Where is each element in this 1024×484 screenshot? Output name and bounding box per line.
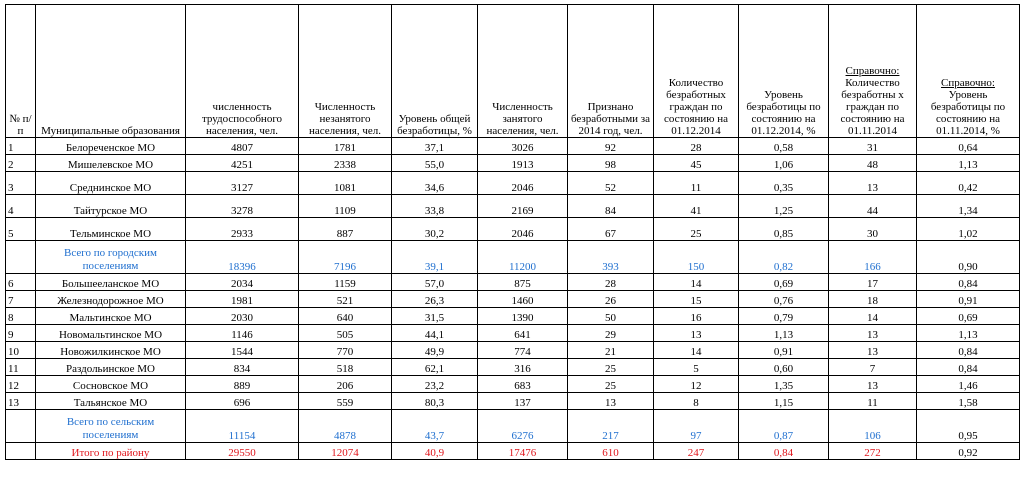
value-cell: 1390 [478,308,568,325]
value-cell: 875 [478,274,568,291]
value-cell: 14 [829,308,917,325]
municipality-name: Большееланское МО [36,274,186,291]
value-cell: 505 [299,325,392,342]
value-cell: 43,7 [392,410,478,443]
value-cell: 2046 [478,218,568,241]
value-cell: 8 [654,393,739,410]
value-cell: 247 [654,443,739,460]
value-cell: 1544 [186,342,299,359]
value-cell: 0,42 [917,172,1020,195]
value-cell: 26,3 [392,291,478,308]
value-cell: 13 [568,393,654,410]
value-cell: 1,13 [739,325,829,342]
value-cell: 17476 [478,443,568,460]
value-cell: 98 [568,155,654,172]
value-cell: 0,91 [917,291,1020,308]
reference-level-text: Уровень безработицы по состоянию на 01.11.2014, % [930,89,1006,137]
table-row [6,393,1020,410]
value-cell: 34,6 [392,172,478,195]
value-cell: 48 [829,155,917,172]
value-cell: 30,2 [392,218,478,241]
value-cell: 7 [829,359,917,376]
value-cell: 1,02 [917,218,1020,241]
row-index [6,443,36,460]
value-cell: 0,85 [739,218,829,241]
municipality-name: Железнодорожное МО [36,291,186,308]
value-cell: 28 [568,274,654,291]
value-cell: 2338 [299,155,392,172]
table-row [6,274,1020,291]
value-cell: 559 [299,393,392,410]
value-cell: 641 [478,325,568,342]
value-cell: 12074 [299,443,392,460]
value-cell: 39,1 [392,241,478,274]
value-cell: 31,5 [392,308,478,325]
value-cell: 0,84 [739,443,829,460]
value-cell: 683 [478,376,568,393]
row-index: 3 [6,172,36,195]
value-cell: 31 [829,138,917,155]
header-unemployed-population: Численность незанятого населения, чел. [299,5,392,138]
municipality-name: Тельминское МО [36,218,186,241]
value-cell: 45 [654,155,739,172]
row-index: 5 [6,218,36,241]
header-index: № п/п [6,5,36,138]
value-cell: 2933 [186,218,299,241]
value-cell: 12 [654,376,739,393]
municipality-name: Новожилкинское МО [36,342,186,359]
value-cell: 0,84 [917,359,1020,376]
urban-total-row [6,241,1020,274]
value-cell: 0,82 [739,241,829,274]
value-cell: 1,13 [917,155,1020,172]
value-cell: 11154 [186,410,299,443]
table-row [6,155,1020,172]
reference-label: Справочно: [845,65,900,77]
header-reference-count-nov [829,5,917,138]
value-cell: 80,3 [392,393,478,410]
value-cell: 0,35 [739,172,829,195]
table-row [6,359,1020,376]
header-working-age-population: численность трудоспособного населения, чел. [186,5,299,138]
value-cell: 0,69 [917,308,1020,325]
row-index: 8 [6,308,36,325]
value-cell: 11200 [478,241,568,274]
value-cell: 1460 [478,291,568,308]
value-cell: 0,60 [739,359,829,376]
table-row [6,342,1020,359]
value-cell: 1913 [478,155,568,172]
reference-count-text: Количество безработны х граждан по состоянию на 01.11.2014 [840,77,905,137]
row-index: 12 [6,376,36,393]
value-cell: 0,76 [739,291,829,308]
row-index: 11 [6,359,36,376]
value-cell: 3026 [478,138,568,155]
header-municipality: Муниципальные образования [36,5,186,138]
value-cell: 30 [829,218,917,241]
value-cell: 92 [568,138,654,155]
row-index: 9 [6,325,36,342]
municipality-name: Раздольинское МО [36,359,186,376]
value-cell: 44,1 [392,325,478,342]
table-row [6,218,1020,241]
value-cell: 18396 [186,241,299,274]
district-total-row [6,443,1020,460]
value-cell: 0,79 [739,308,829,325]
row-index: 7 [6,291,36,308]
value-cell: 50 [568,308,654,325]
value-cell: 49,9 [392,342,478,359]
municipality-name: Сосновское МО [36,376,186,393]
value-cell: 206 [299,376,392,393]
municipality-name: Среднинское МО [36,172,186,195]
value-cell: 4251 [186,155,299,172]
value-cell: 2169 [478,195,568,218]
table-row [6,291,1020,308]
table-row [6,195,1020,218]
row-index: 6 [6,274,36,291]
header-employed-population: Численность занятого населения, чел. [478,5,568,138]
value-cell: 55,0 [392,155,478,172]
row-index: 4 [6,195,36,218]
municipality-name: Всего по городским поселениям [36,241,186,274]
value-cell: 0,90 [917,241,1020,274]
value-cell: 37,1 [392,138,478,155]
value-cell: 316 [478,359,568,376]
value-cell: 17 [829,274,917,291]
value-cell: 1109 [299,195,392,218]
value-cell: 33,8 [392,195,478,218]
value-cell: 1,34 [917,195,1020,218]
value-cell: 15 [654,291,739,308]
header-row [6,5,1020,138]
value-cell: 106 [829,410,917,443]
value-cell: 0,91 [739,342,829,359]
value-cell: 29550 [186,443,299,460]
value-cell: 272 [829,443,917,460]
value-cell: 0,92 [917,443,1020,460]
value-cell: 11 [654,172,739,195]
value-cell: 52 [568,172,654,195]
value-cell: 0,58 [739,138,829,155]
value-cell: 6276 [478,410,568,443]
value-cell: 62,1 [392,359,478,376]
table-row [6,325,1020,342]
value-cell: 640 [299,308,392,325]
value-cell: 13 [654,325,739,342]
row-index [6,410,36,443]
value-cell: 25 [568,376,654,393]
value-cell: 518 [299,359,392,376]
municipality-name: Всего по сельским поселениям [36,410,186,443]
header-recognized-unemployed-2014: Признано безработными за 2014 год, чел. [568,5,654,138]
value-cell: 13 [829,325,917,342]
value-cell: 0,87 [739,410,829,443]
value-cell: 0,84 [917,342,1020,359]
value-cell: 696 [186,393,299,410]
value-cell: 40,9 [392,443,478,460]
value-cell: 23,2 [392,376,478,393]
value-cell: 393 [568,241,654,274]
value-cell: 14 [654,274,739,291]
value-cell: 770 [299,342,392,359]
row-index: 10 [6,342,36,359]
value-cell: 834 [186,359,299,376]
header-unemployment-rate: Уровень общей безработицы, % [392,5,478,138]
value-cell: 774 [478,342,568,359]
value-cell: 2030 [186,308,299,325]
value-cell: 7196 [299,241,392,274]
value-cell: 0,84 [917,274,1020,291]
value-cell: 1,46 [917,376,1020,393]
value-cell: 0,69 [739,274,829,291]
municipality-name: Мальтинское МО [36,308,186,325]
table-body [6,138,1020,460]
value-cell: 3127 [186,172,299,195]
value-cell: 1081 [299,172,392,195]
value-cell: 1159 [299,274,392,291]
table-row [6,376,1020,393]
value-cell: 4878 [299,410,392,443]
value-cell: 13 [829,342,917,359]
value-cell: 28 [654,138,739,155]
value-cell: 67 [568,218,654,241]
value-cell: 0,64 [917,138,1020,155]
municipality-name: Тальянское МО [36,393,186,410]
value-cell: 1781 [299,138,392,155]
value-cell: 889 [186,376,299,393]
value-cell: 21 [568,342,654,359]
value-cell: 137 [478,393,568,410]
value-cell: 610 [568,443,654,460]
value-cell: 1,35 [739,376,829,393]
value-cell: 2034 [186,274,299,291]
table-row [6,172,1020,195]
header-unemployment-level-dec: Уровень безработицы по состоянию на 01.12.2014, % [739,5,829,138]
value-cell: 29 [568,325,654,342]
value-cell: 1,06 [739,155,829,172]
value-cell: 217 [568,410,654,443]
value-cell: 521 [299,291,392,308]
row-index: 1 [6,138,36,155]
municipality-name: Итого по району [36,443,186,460]
municipality-name: Мишелевское МО [36,155,186,172]
row-index: 13 [6,393,36,410]
value-cell: 44 [829,195,917,218]
municipality-name: Тайтурское МО [36,195,186,218]
value-cell: 14 [654,342,739,359]
value-cell: 26 [568,291,654,308]
value-cell: 166 [829,241,917,274]
value-cell: 1,13 [917,325,1020,342]
value-cell: 13 [829,172,917,195]
value-cell: 887 [299,218,392,241]
table-row [6,308,1020,325]
value-cell: 1,15 [739,393,829,410]
header-unemployed-count-dec: Количество безработных граждан по состоянию на 01.12.2014 [654,5,739,138]
table-row [6,138,1020,155]
value-cell: 1,58 [917,393,1020,410]
value-cell: 84 [568,195,654,218]
unemployment-table [5,4,1020,460]
row-index: 2 [6,155,36,172]
row-index [6,241,36,274]
municipality-name: Новомальтинское МО [36,325,186,342]
value-cell: 25 [568,359,654,376]
value-cell: 16 [654,308,739,325]
value-cell: 2046 [478,172,568,195]
value-cell: 4807 [186,138,299,155]
value-cell: 0,95 [917,410,1020,443]
value-cell: 41 [654,195,739,218]
value-cell: 1,25 [739,195,829,218]
value-cell: 1146 [186,325,299,342]
rural-total-row [6,410,1020,443]
reference-label: Справочно: [941,77,995,89]
value-cell: 97 [654,410,739,443]
value-cell: 5 [654,359,739,376]
header-reference-level-nov [917,5,1020,138]
value-cell: 18 [829,291,917,308]
value-cell: 13 [829,376,917,393]
value-cell: 57,0 [392,274,478,291]
value-cell: 11 [829,393,917,410]
value-cell: 1981 [186,291,299,308]
municipality-name: Белореченское МО [36,138,186,155]
value-cell: 3278 [186,195,299,218]
value-cell: 150 [654,241,739,274]
value-cell: 25 [654,218,739,241]
